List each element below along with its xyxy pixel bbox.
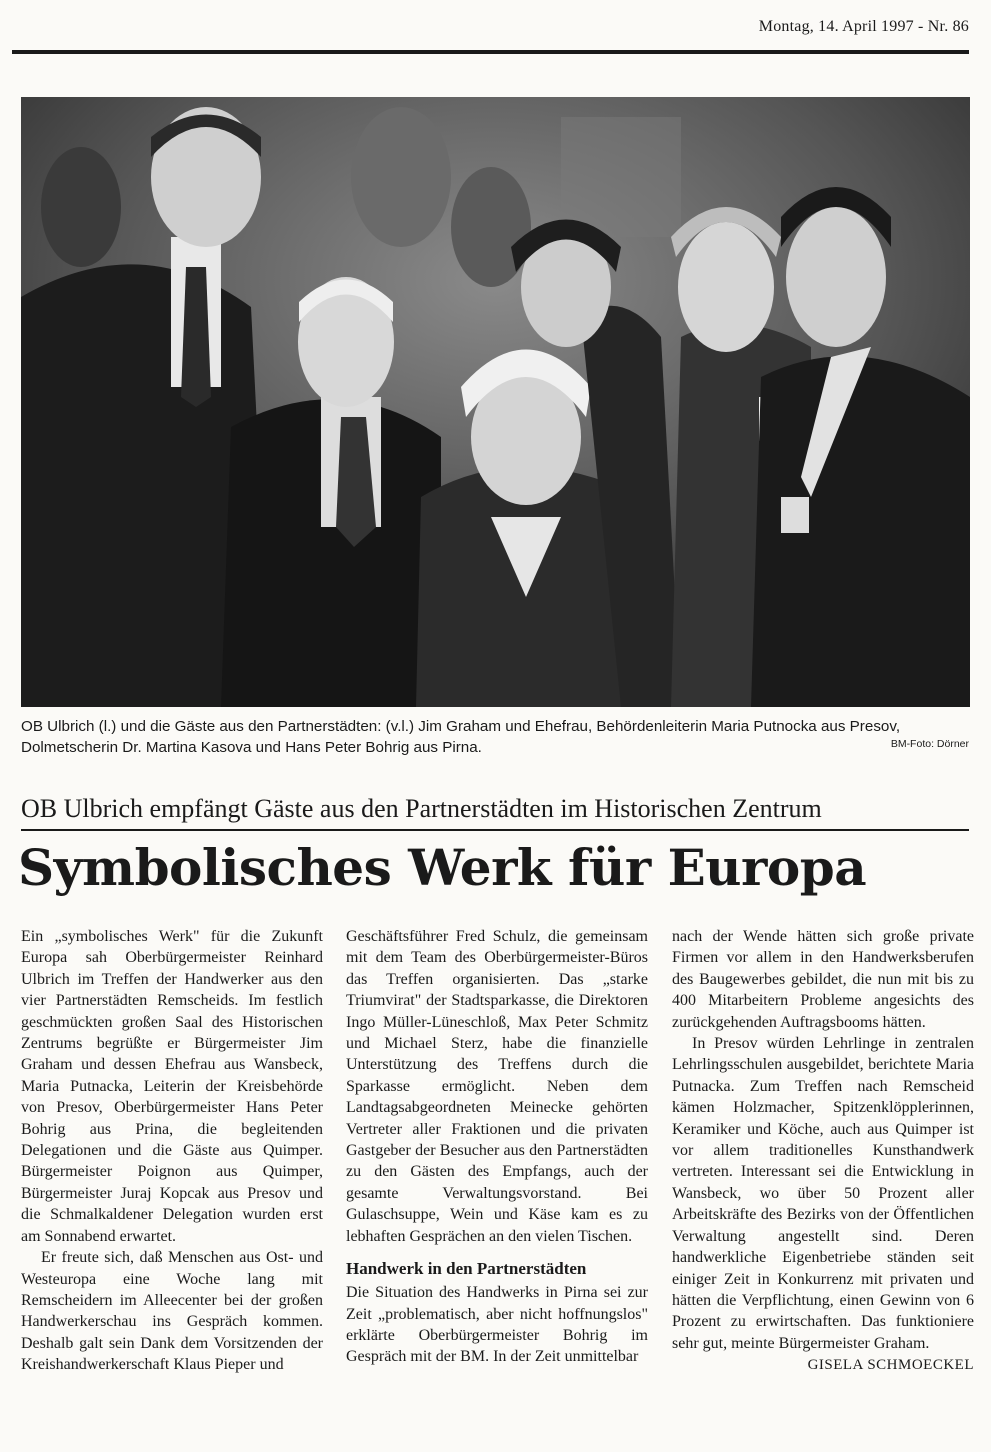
article-column-2 bbox=[346, 926, 648, 1368]
article-kicker: OB Ulbrich empfängt Gäste aus den Partnerstädten im Historischen Zentrum bbox=[21, 794, 822, 823]
paragraph: In Presov würden Lehrlinge in zentralen Lehrlingsschulen ausgebildet, berichtete Maria Putnacka. Zum Treffen nach Remscheid kämen Holzmacher, Spitzenklöpplerinnen, Keramiker und Köche, auch aus Quimper ist vor allem traditionelles Kunsthandwerk vertreten. Interessant sei die Entwicklung in Wansbeck, wo über 50 Prozent aller Arbeitskräfte des Bezirks von der Öffentlichen Verwaltung angestellt sind. Deren handwerkliche Eigenbetriebe ständen seit einiger Zeit in Konkurrenz mit privaten und hätten die Verpflichtung, einen Gewinn von 6 Prozent zu erwirtschaften. Das funktioniere sehr gut, meinte Bürgermeister Graham. bbox=[672, 1035, 974, 1352]
article-subhead: Handwerk in den Partnerstädten bbox=[346, 1259, 587, 1279]
paragraph: Geschäftsführer Fred Schulz, die gemeinsam mit dem Team des Oberbürgermeister-Büros das Treffen organisierten. Das „starke Triumvirat" der Stadtsparkasse, die Direktoren Ingo Müller-Lüneschloß, Max Peter Schmitz und Michael Sterz, habe die finanzielle Unterstützung des Treffens durch die Sparkasse ermöglicht. Neben dem Landtagsabgeordneten Meinecke gehörten Vertreter aller Fraktionen und die privaten Gastgeber der Besucher aus den Partnerstädten zu den Gästen des Empfangs, auch der gesamte Verwaltungsvorstand. Bei Gulaschsuppe, Wein und Käse kam es zu lebhaften Gesprächen an den vielen Tischen. bbox=[346, 928, 648, 1245]
top-rule bbox=[12, 50, 969, 54]
paragraph: Er freute sich, daß Menschen aus Ost- und Westeuropa eine Woche lang mit Remscheidern im Alleecenter bei der großen Handwerkerschau ins Gespräch kommen. Deshalb galt sein Dank dem Vorsitzenden der Kreishandwerkerschaft Klaus Pieper und bbox=[21, 1249, 323, 1374]
article-headline: Symbolisches Werk für Europa bbox=[18, 838, 867, 897]
photo-credit: BM-Foto: Dörner bbox=[890, 738, 969, 750]
kicker-rule bbox=[21, 829, 969, 831]
group-photo bbox=[21, 97, 970, 707]
paragraph: Die Situation des Handwerks in Pirna sei zur Zeit „problematisch, aber nicht hoffnungslos" erklärte Oberbürgermeister Bohrig im Gespräch mit der BM. In der Zeit unmittelbar bbox=[346, 1284, 648, 1366]
article-author: GISELA SCHMOECKEL bbox=[807, 1357, 974, 1374]
photo-graphic bbox=[21, 97, 970, 707]
paragraph: Ein „symbolisches Werk" für die Zukunft Europa sah Oberbürgermeister Reinhard Ulbrich im Treffen der Handwerker aus den vier Partnerstädten Remscheids. Im festlich geschmückten großen Saal des Historischen Zentrums begrüßte er Bürgermeister Jim Graham und dessen Ehefrau aus Wansbeck, Maria Putnacka, Leiterin der Kreisbehörde von Presov, Oberbürgermeister Hans Peter Bohrig aus Prina, die begleitenden Delegationen und die Gäste aus Quimper. Bürgermeister Poignon aus Quimper, Bürgermeister Juraj Kopcak aus Presov und die Schmalkaldener Delegation wurden erst am Sonnabend erwartet. bbox=[21, 928, 323, 1245]
photo-caption: OB Ulbrich (l.) und die Gäste aus den Partnerstädten: (v.l.) Jim Graham und Ehefrau, Behördenleiterin Maria Putnocka aus Presov, Dolmetscherin Dr. Martina Kasova und Hans Peter Bohrig aus Pirna. bbox=[21, 718, 901, 756]
article-column-3 bbox=[672, 926, 974, 1377]
dateline: Montag, 14. April 1997 - Nr. 86 bbox=[758, 18, 969, 35]
paragraph: nach der Wende hätten sich große private Firmen vor allem in den Handwerksberufen des Baugewerbes gebildet, die nun mit bis zu 400 Mitarbeitern Probleme angesichts des zurückgehenden Auftragsbooms hätten. bbox=[672, 928, 974, 1031]
article-column-1 bbox=[21, 926, 323, 1376]
